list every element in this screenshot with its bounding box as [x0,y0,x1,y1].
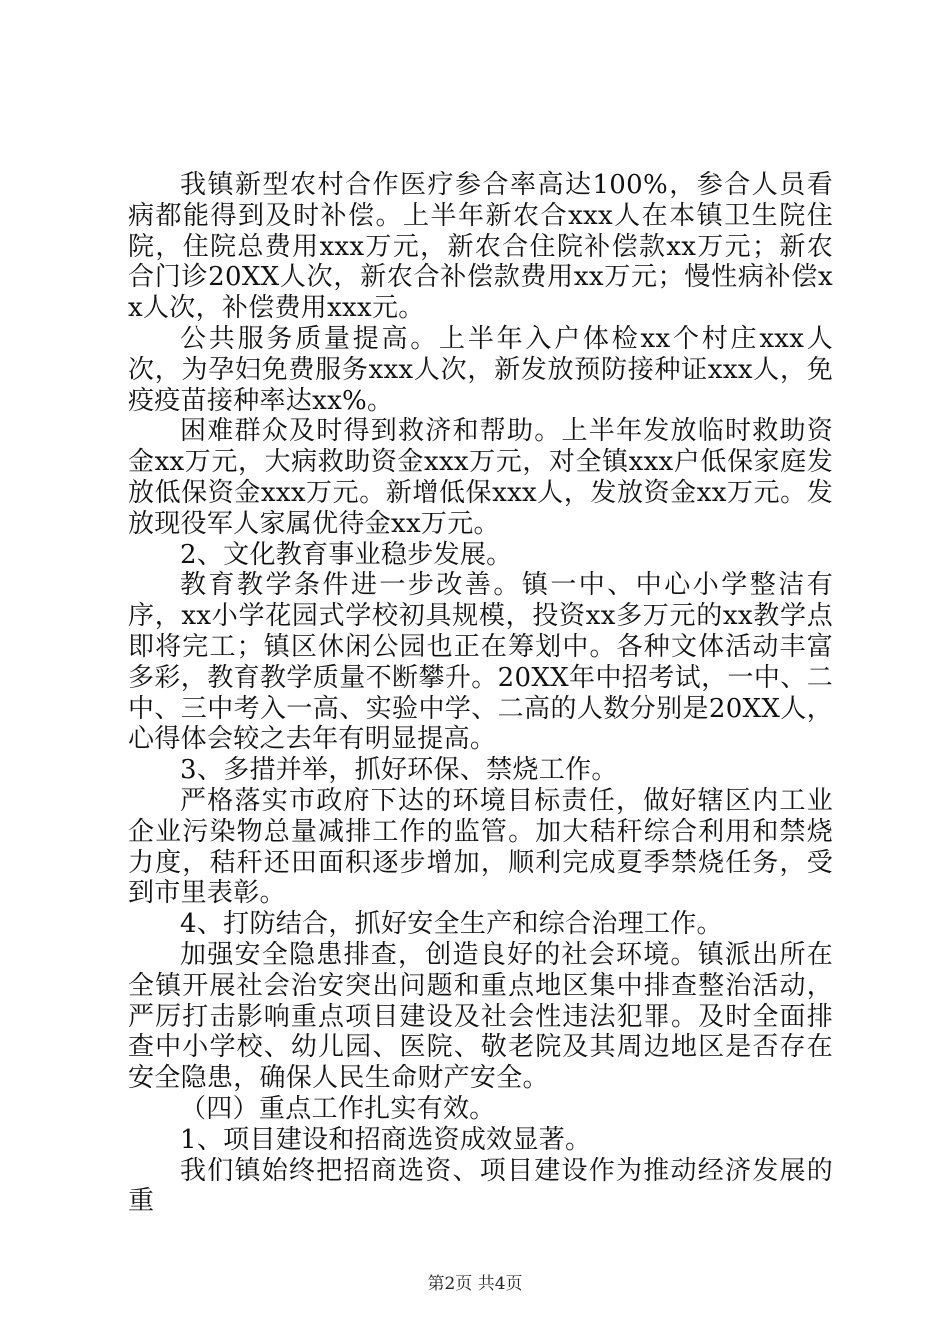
paragraph-environment: 严格落实市政府下达的环境目标责任，做好辖区内工业企业污染物总量减排工作的监管。加大秸秆综合利用和禁烧力度，秸秆还田面积逐步增加，顺利完成夏季禁烧任务，受到市里表彰。 [128,785,833,909]
paragraph-investment: 我们镇始终把招商选资、项目建设作为推动经济发展的重 [128,1155,833,1217]
paragraph-public-service: 公共服务质量提高。上半年入户体检xx个村庄xxx人次，为孕妇免费服务xxx人次，新发放预防接种证xxx人，免疫疫苗接种率达xx%。 [128,323,833,416]
paragraph-education-conditions: 教育教学条件进一步改善。镇一中、中心小学整洁有序，xx小学花园式学校初具规模，投资xx多万元的xx教学点即将完工；镇区休闲公园也正在筹划中。各种文体活动丰富多彩，教育教学质量不断攀升。20XX年中招考试，一中、二中、三中考入一高、实验中学、二高的人数分别是20XX人，心得体会较之去年有明显提高。 [128,570,833,755]
paragraph-medical-insurance: 我镇新型农村合作医疗参合率高达100%，参合人员看病都能得到及时补偿。上半年新农合xxx人在本镇卫生院住院，住院总费用xxx万元，新农合住院补偿款xx万元；新农合门诊20XX人次，新农合补偿款费用xx万元；慢性病补偿xx人次，补偿费用xxx元。 [128,170,833,324]
heading-environment: 3、多措并举，抓好环保、禁烧工作。 [180,755,618,786]
paragraph-safety: 加强安全隐患排查，创造良好的社会环境。镇派出所在全镇开展社会治安突出问题和重点地区集中排查整治活动，严厉打击影响重点项目建设及社会性违法犯罪。及时全面排查中小学校、幼儿园、医院、敬老院及其周边地区是否存在安全隐患，确保人民生命财产安全。 [128,939,833,1094]
paragraph-relief-assistance: 困难群众及时得到救济和帮助。上半年发放临时救助资金xx万元，大病救助资金xxx万元，对全镇xxx户低保家庭发放低保资金xxx万元。新增低保xxx人，发放资金xx万元。发放现役军人家属优待金xx万元。 [128,416,833,539]
page-number-footer: 第2页 共4页 [427,1274,523,1294]
heading-investment: 1、项目建设和招商选资成效显著。 [180,1124,592,1155]
heading-safety: 4、打防结合，抓好安全生产和综合治理工作。 [180,909,723,940]
document-body [128,170,833,1217]
heading-key-work: （四）重点工作扎实有效。 [180,1093,496,1124]
heading-culture-education: 2、文化教育事业稳步发展。 [180,539,513,570]
